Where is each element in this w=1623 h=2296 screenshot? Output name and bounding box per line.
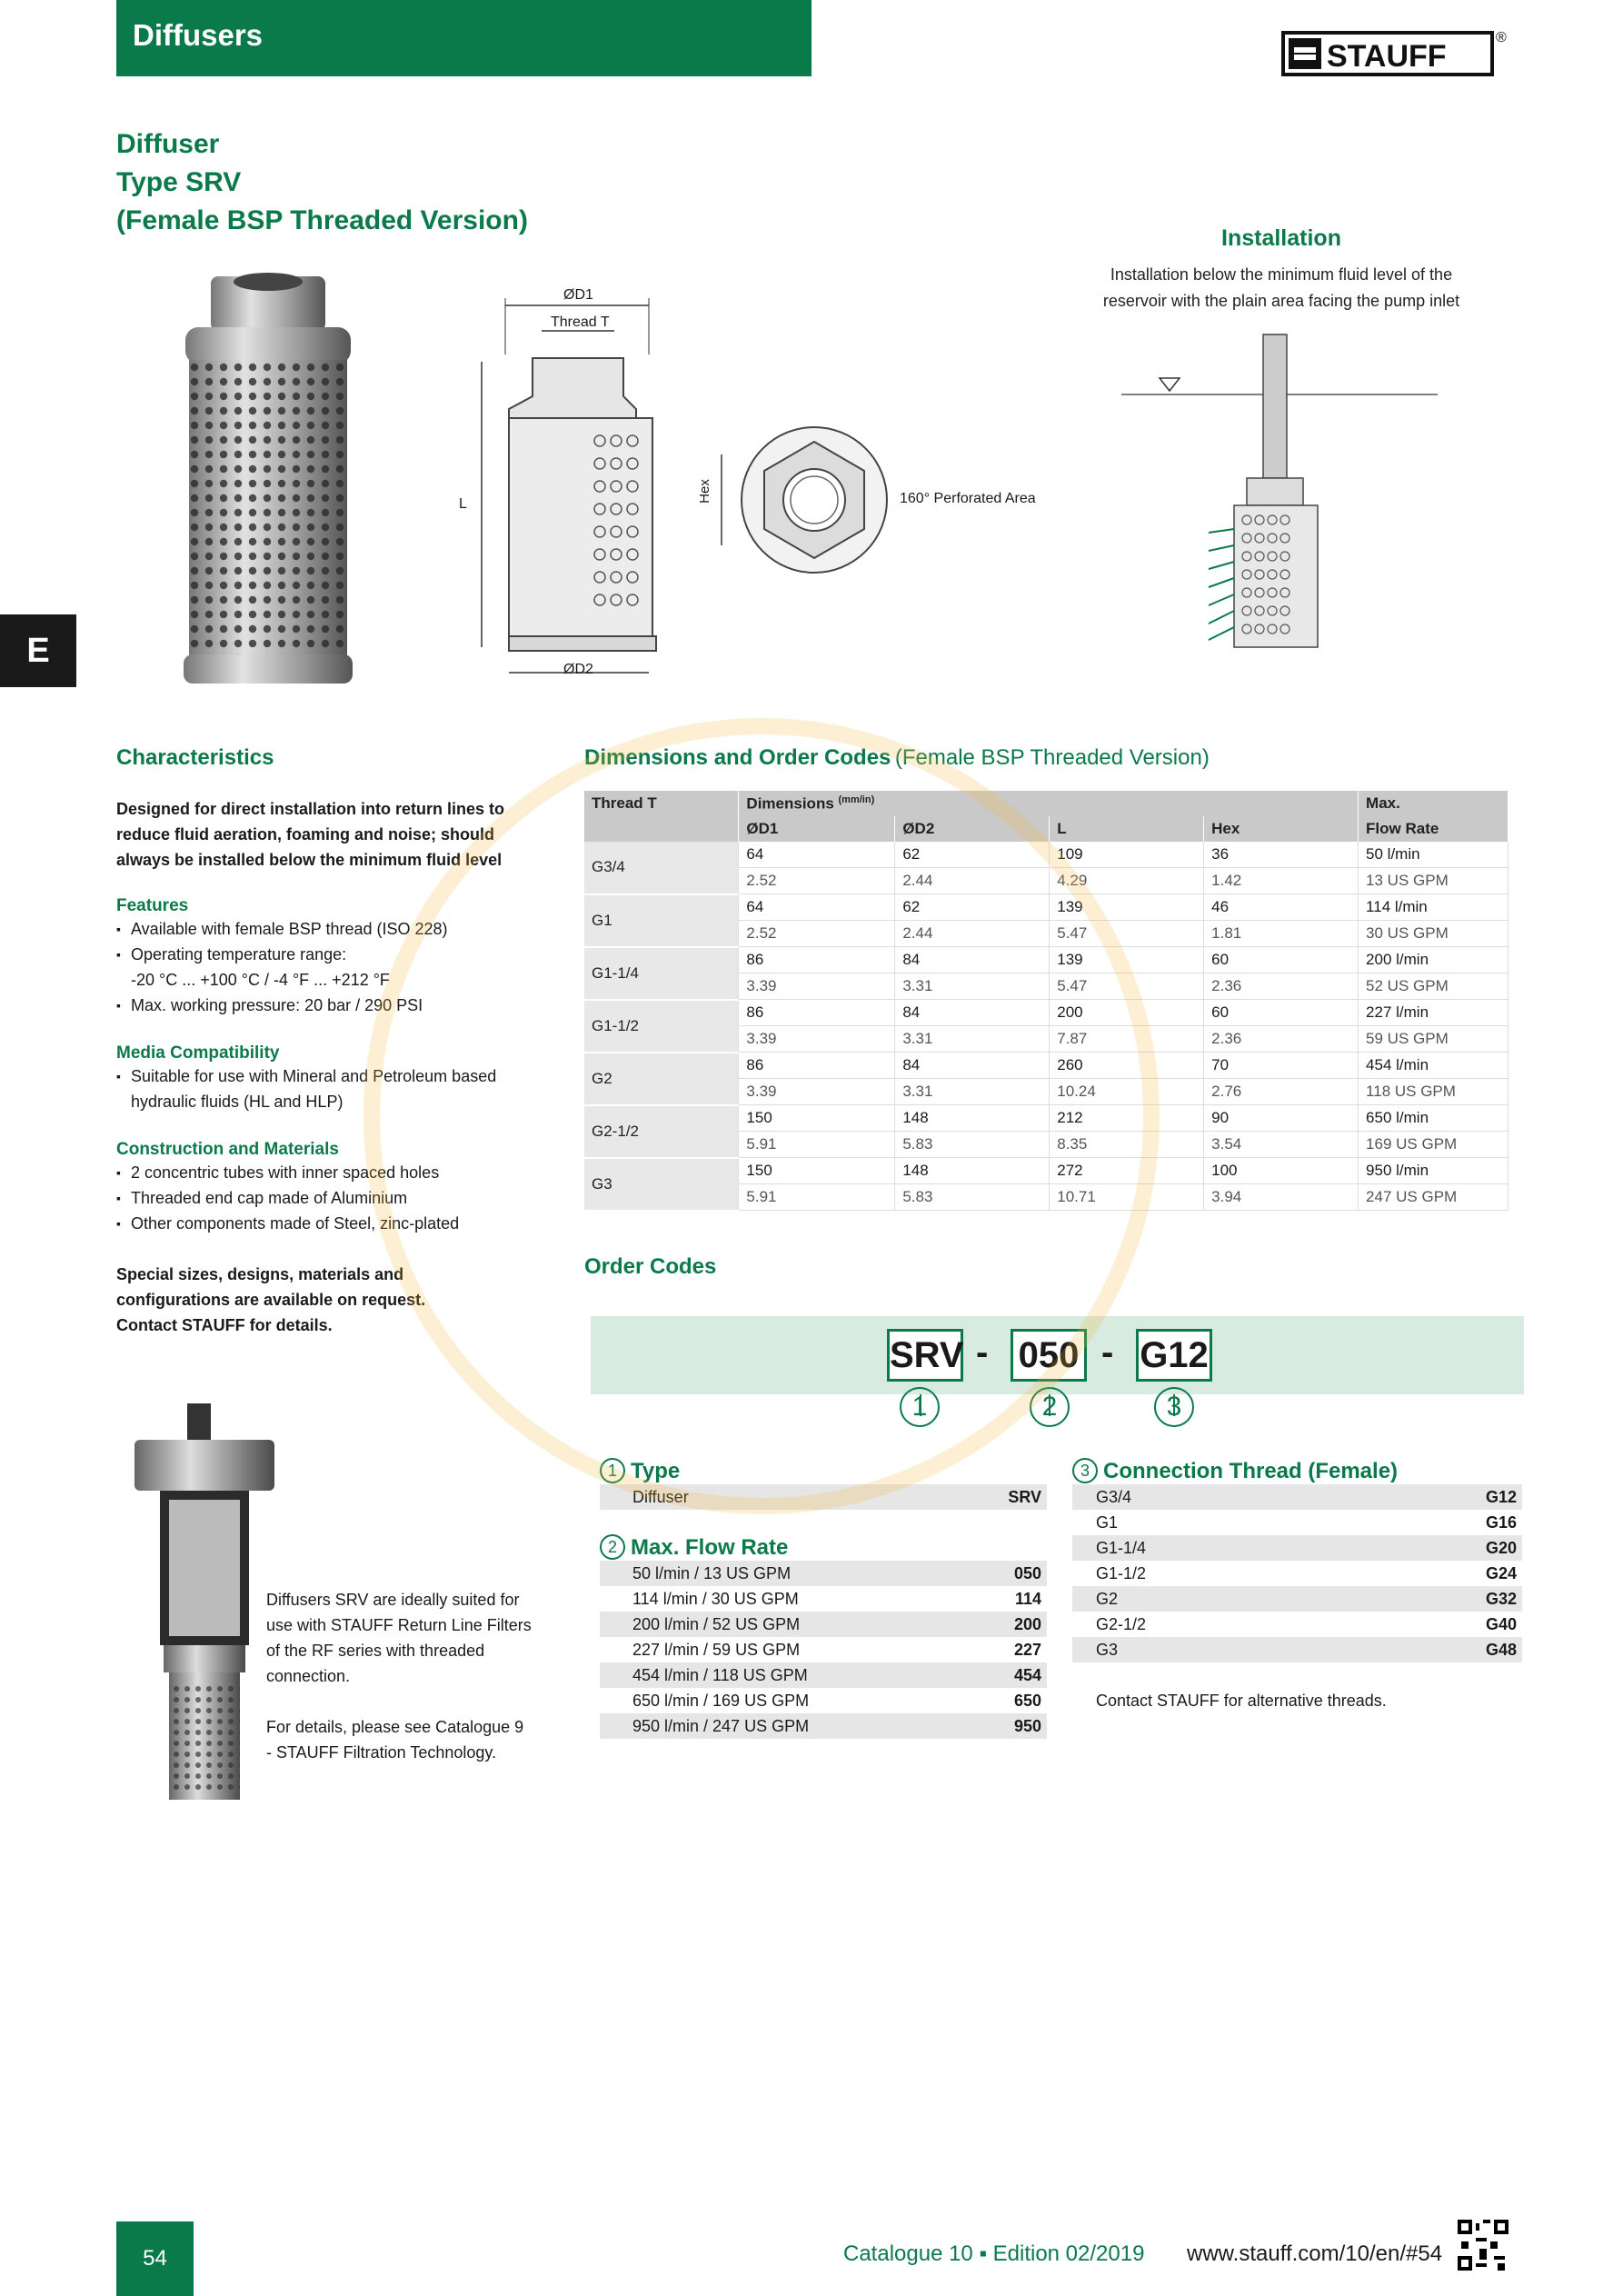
- label-thread: Thread T: [551, 314, 610, 330]
- qr-code-icon: [1458, 2220, 1508, 2271]
- construction-list: [116, 1160, 543, 1236]
- stauff-logo: [1281, 25, 1508, 78]
- list-item: ▪ 2 concentric tubes with inner spaced holes: [116, 1160, 543, 1185]
- list-item: ▪ Threaded end cap made of Aluminium: [116, 1185, 543, 1211]
- table-row: G3 150 148 272 100 950 l/min: [584, 1158, 1508, 1184]
- table-row: 3.39 3.31 10.24 2.76 118 US GPM: [584, 1079, 1508, 1105]
- label-od2: ØD2: [563, 662, 593, 677]
- table-row: G1-1/2 86 84 200 60 227 l/min: [584, 1000, 1508, 1026]
- list-item: 454 l/min / 118 US GPM 454: [600, 1662, 1047, 1688]
- list-item: Diffuser SRV: [600, 1484, 1047, 1510]
- code-type-box: SRV: [887, 1329, 963, 1382]
- catalogue-edition: Catalogue 10 ▪ Edition 02/2019: [843, 2241, 1145, 2266]
- list-item: ▪ Available with female BSP thread (ISO 228): [116, 916, 543, 942]
- section-tab: E: [0, 614, 76, 687]
- order-codes-title: Order Codes: [584, 1254, 717, 1279]
- label-length: L: [459, 496, 467, 512]
- svg-text:STAUFF: STAUFF: [1327, 39, 1447, 74]
- list-item: G3 G48: [1072, 1637, 1522, 1662]
- features-list: [116, 916, 543, 1018]
- list-item: 650 l/min / 169 US GPM 650: [632, 1692, 1041, 1710]
- code-number-3: 3: [1154, 1387, 1194, 1427]
- table-row: 2.52 2.44 4.29 1.42 13 US GPM: [584, 868, 1508, 894]
- thread-list: 3 Connection Thread (Female) G3/4 G12 G1 G16 G1-1/4 G20 G1-1/2 G24 G2 G32 G2-1/2 G40 G3 G48 Contact STAUFF for alternative threads.: [1072, 1458, 1522, 1713]
- list-item: G1-1/2 G24: [1096, 1564, 1517, 1582]
- table-row: G3/4 64 62 109 36 50 l/min: [584, 842, 1508, 868]
- label-perforated: 160° Perforated Area: [900, 491, 1036, 506]
- col-dimensions-header: Dimensions $^{(mm/in)}$: [739, 791, 1359, 816]
- order-code-band: SRV - 050 - G12: [591, 1316, 1524, 1394]
- svg-text:®: ®: [1496, 30, 1507, 45]
- characteristics-intro: Designed for direct installation into return lines to reduce fluid aeration, foaming and noise; should always be installed below the minimum fluid level: [116, 800, 505, 869]
- dimensions-title: Dimensions and Order Codes (Female BSP Threaded Version): [584, 745, 1210, 770]
- table-row: 5.91 5.83 10.71 3.94 247 US GPM: [584, 1184, 1508, 1211]
- table-row: G1-1/4 86 84 139 60 200 l/min: [584, 947, 1508, 973]
- list-item: 114 l/min / 30 US GPM 114: [632, 1590, 1041, 1608]
- code-number-2: 2: [1030, 1387, 1070, 1427]
- list-item: 950 l/min / 247 US GPM 950: [600, 1713, 1047, 1739]
- diffuser-photo: [173, 273, 363, 691]
- list-item: ▪ Suitable for use with Mineral and Petroleum based hydraulic fluids (HL and HLP): [116, 1063, 543, 1114]
- list-item: G2-1/2 G40: [1096, 1615, 1517, 1633]
- list-item: G1 G16: [1096, 1513, 1517, 1532]
- special-note: Special sizes, designs, materials and configurations are available on request. Contact STAUFF for details.: [116, 1265, 426, 1334]
- code-thread-box: G12: [1136, 1329, 1212, 1382]
- table-row: G2-1/2 150 148 212 90 650 l/min: [584, 1105, 1508, 1132]
- installation-text: Installation below the minimum fluid level of the reservoir with the plain area facing the pump inlet: [1102, 265, 1460, 310]
- header-bar: [116, 0, 812, 76]
- list-item: ▪ Other components made of Steel, zinc-plated: [116, 1211, 543, 1236]
- table-row: G1 64 62 139 46 114 l/min: [584, 894, 1508, 921]
- table-row: 3.39 3.31 5.47 2.36 52 US GPM: [584, 973, 1508, 1000]
- list-item: 200 l/min / 52 US GPM 200: [600, 1612, 1047, 1637]
- label-od1: ØD1: [563, 287, 593, 303]
- side-view-drawing: [454, 282, 672, 691]
- media-title: Media Compatibility: [116, 1043, 280, 1063]
- code-flow-box: 050: [1011, 1329, 1087, 1382]
- table-row: 2.52 2.44 5.47 1.81 30 US GPM: [584, 921, 1508, 947]
- section-title: Diffusers: [133, 18, 264, 52]
- characteristics-section: [116, 745, 543, 1338]
- type-list: 1 Type Diffuser SRV: [600, 1458, 1047, 1510]
- installation-title: Installation: [1221, 225, 1341, 251]
- dimensions-table: Thread T Dimensions $^{(mm/in)}$ Max. ØD1 ØD2 L Hex Flow Rate G3/4 64 62 109 36 50 l/min 2.52 2.44 4.29 1.42 13 US GPM G1 64 62 139 46 114 l/min 2.52 2.44 5.47 1.81 30 US GPM G1-1/4 86 84 139 60 200 l/min 3.39 3.31 5.47 2.36 52 US GPM G1-1/2 86 84 200 60 227 l/min 3.39 3.31 7.87 2.36 59 US GPM G2 86 84 260 70 454 l/min 3.39 3.31 10.24 2.76 118 US GPM G2-1/2 150 148 212 90 650 l/min 5.91 5.83 8.35 3.54 169 US GPM G3 150 148 272 100 950 l/min 5.91 5.83 10.71 3.94 247 US GPM: [584, 791, 1508, 1212]
- filter-assembly-photo: [127, 1400, 282, 1809]
- list-item: G1-1/4 G20: [1072, 1535, 1522, 1561]
- side-note: Diffusers SRV are ideally suited for use with STAUFF Return Line Filters of the RF series with threaded connection. For details, please see Catalogue 9 - STAUFF Filtration Technology.: [266, 1591, 532, 1762]
- list-item: 50 l/min / 13 US GPM 050: [600, 1561, 1047, 1586]
- table-row: G2 86 84 260 70 454 l/min: [584, 1053, 1508, 1079]
- code-number-1: 1: [900, 1387, 940, 1427]
- page-title: Diffuser Type SRV (Female BSP Threaded Version): [116, 129, 528, 235]
- list-item: ▪ Operating temperature range: -20 °C ... +100 °C / -4 °F ... +212 °F: [116, 942, 543, 993]
- construction-title: Construction and Materials: [116, 1140, 339, 1159]
- page-number: 54: [116, 2221, 194, 2296]
- col-thread-header: Thread T: [584, 791, 739, 816]
- list-item: 227 l/min / 59 US GPM 227: [632, 1641, 1041, 1659]
- col-max-header: Max.: [1359, 791, 1508, 816]
- list-item: ▪ Max. working pressure: 20 bar / 290 PSI: [116, 993, 543, 1018]
- features-title: Features: [116, 896, 189, 915]
- list-item: G2 G32: [1072, 1586, 1522, 1612]
- flow-list: 2 Max. Flow Rate 50 l/min / 13 US GPM 050 114 l/min / 30 US GPM 114 200 l/min / 52 US GPM 200 227 l/min / 59 US GPM 227 454 l/min / 118 US GPM 454 650 l/min / 169 US GPM 650 950 l/min / 247 US GPM 950: [600, 1534, 1047, 1739]
- characteristics-title: Characteristics: [116, 745, 274, 770]
- footer-url[interactable]: www.stauff.com/10/en/#54: [1187, 2241, 1443, 2266]
- media-list: [116, 1063, 543, 1114]
- thread-note: Contact STAUFF for alternative threads.: [1096, 1692, 1387, 1710]
- label-hex: Hex: [696, 479, 712, 504]
- top-view-drawing: [707, 418, 907, 582]
- table-row: 3.39 3.31 7.87 2.36 59 US GPM: [584, 1026, 1508, 1053]
- table-row: 5.91 5.83 8.35 3.54 169 US GPM: [584, 1132, 1508, 1158]
- installation-drawing: [1118, 327, 1463, 664]
- list-item: G3/4 G12: [1072, 1484, 1522, 1510]
